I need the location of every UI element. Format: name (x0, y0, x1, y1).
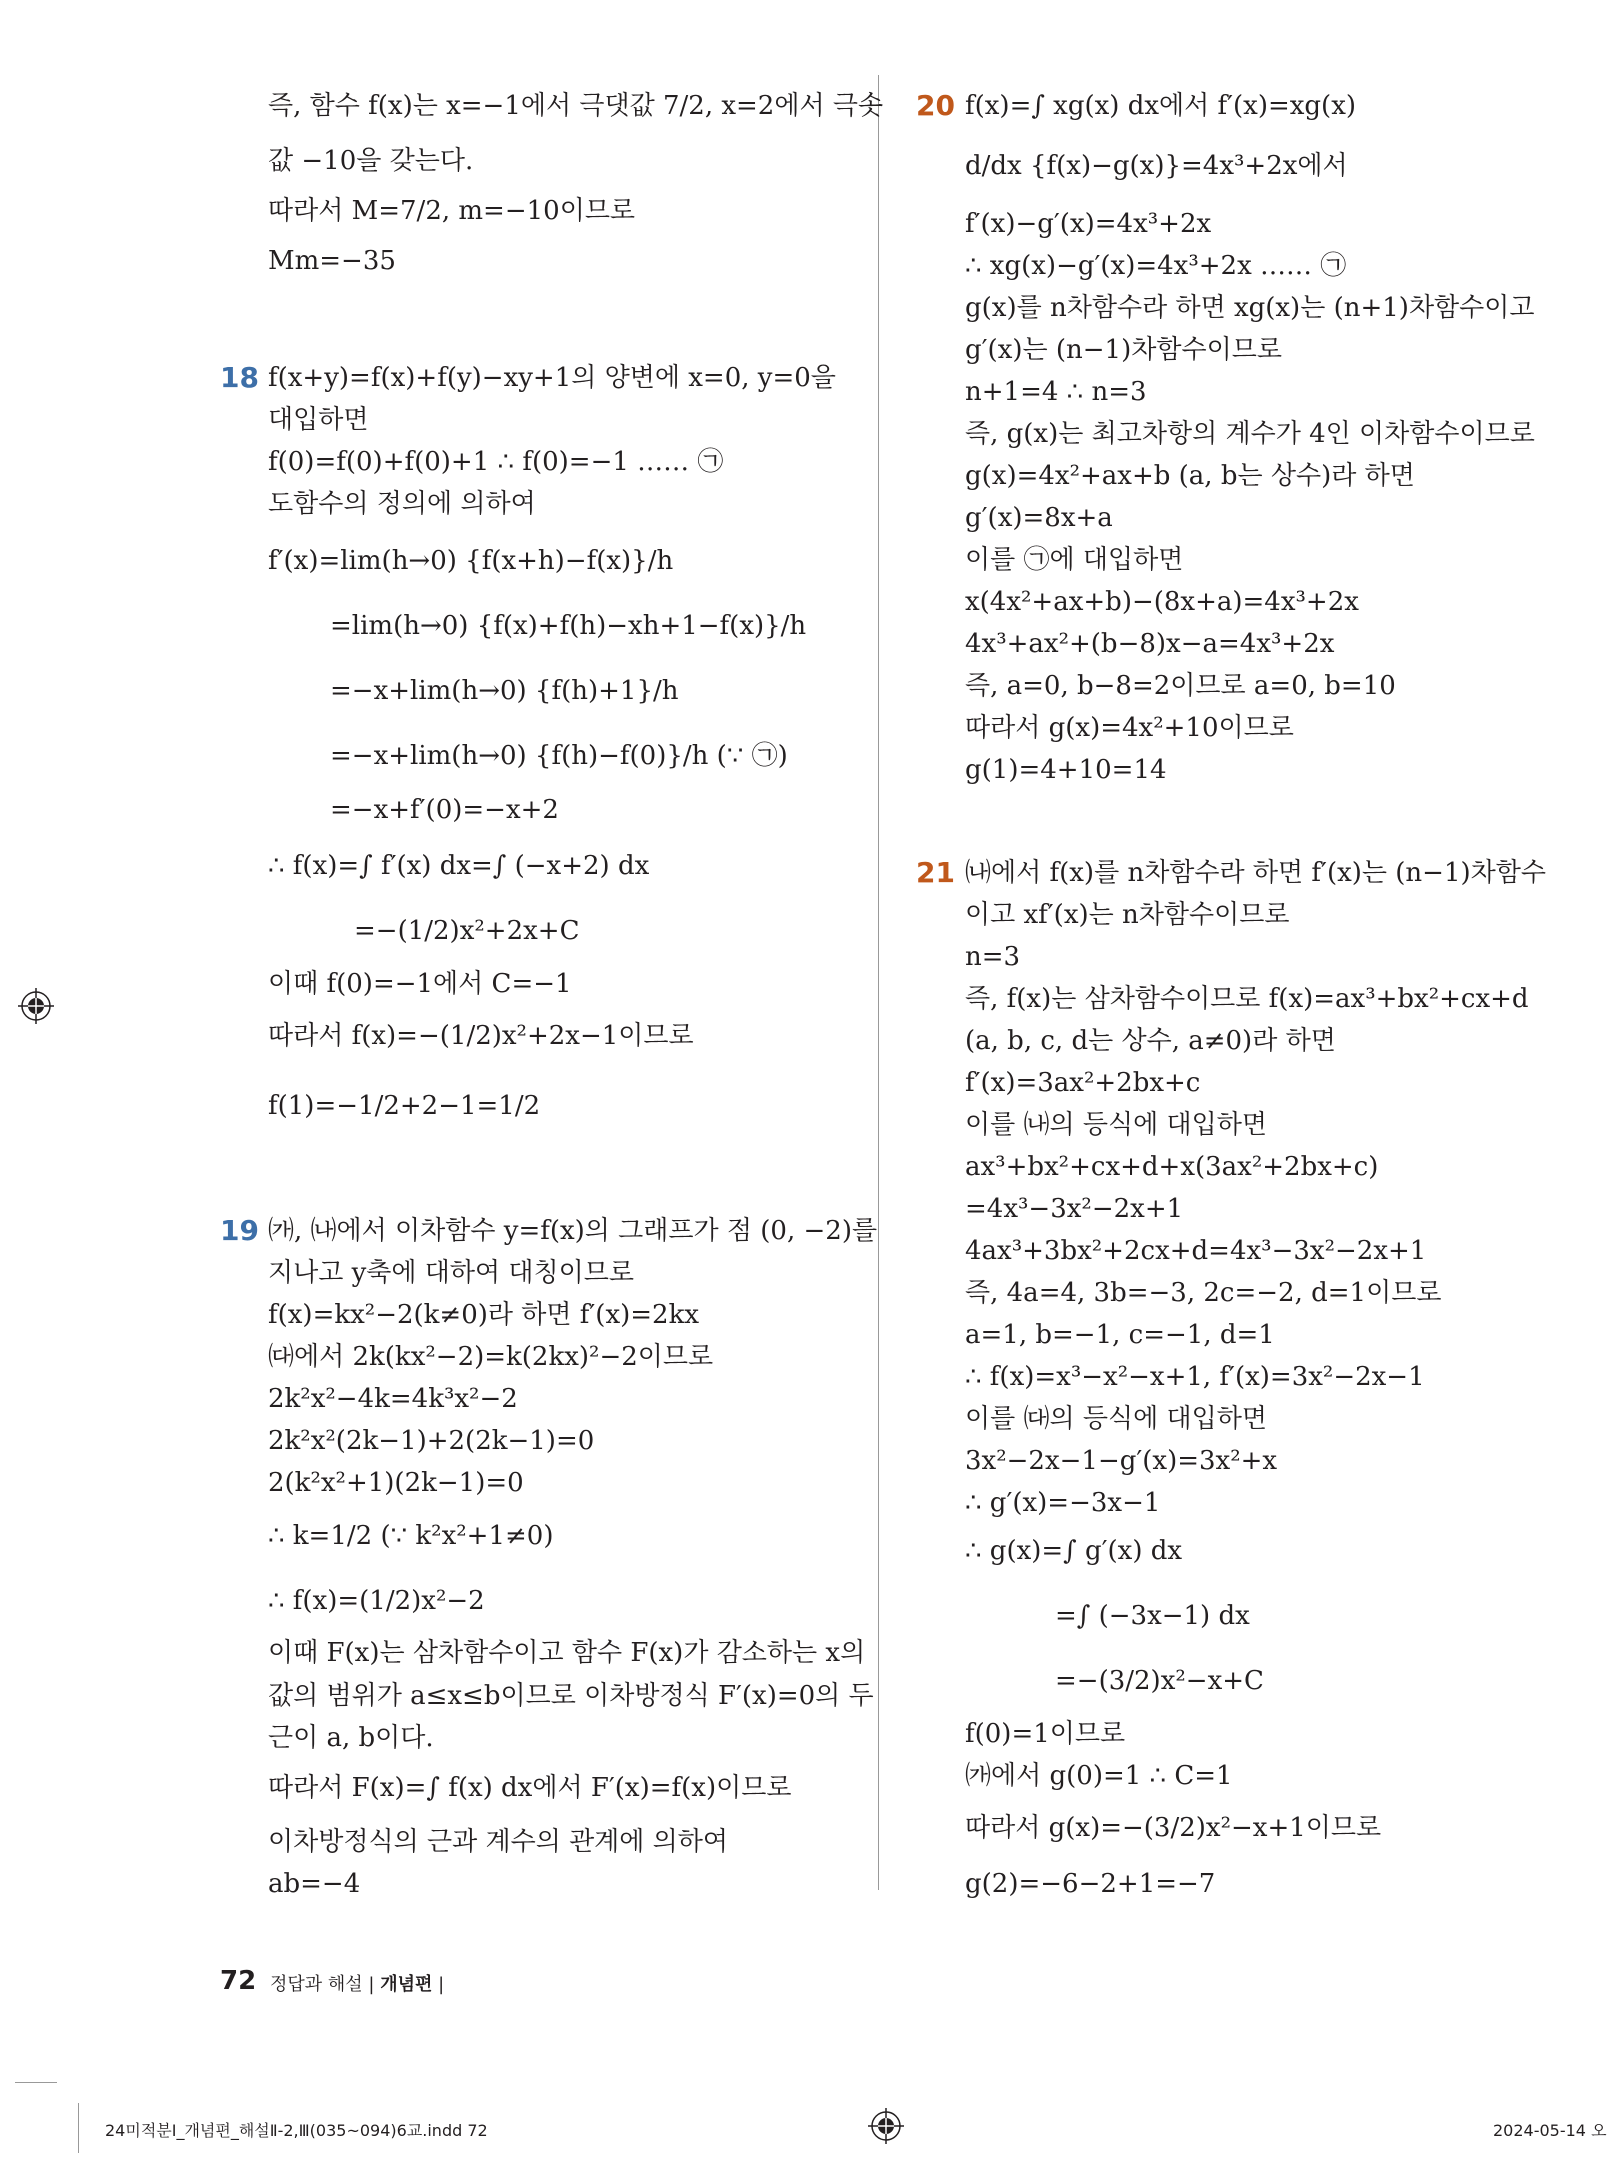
solution-line: 값 −10을 갖는다. (268, 146, 474, 176)
solution-line: f′(x)−g′(x)=4x³+2x (965, 209, 1212, 239)
solution-line: 3x²−2x−1−g′(x)=3x²+x (965, 1446, 1278, 1476)
section-label: 정답과 해설 (270, 1974, 363, 1995)
solution-line: n+1=4 ∴ n=3 (965, 377, 1147, 407)
registration-mark-icon (18, 988, 54, 1024)
solution-line: 즉, g(x)는 최고차항의 계수가 4인 이차함수이므로 (965, 419, 1535, 449)
solution-line: 지나고 y축에 대하여 대칭이므로 (268, 1258, 634, 1288)
solution-line: f(1)=−1/2+2−1=1/2 (268, 1091, 541, 1121)
crop-mark-vertical (78, 2103, 79, 2153)
footer-label (270, 1970, 444, 1996)
slug-filename: 24미적분Ⅰ_개념편_해설Ⅱ-2,Ⅲ(035~094)6교.indd 72 (105, 2121, 488, 2140)
solution-line: =−(3/2)x²−x+C (1055, 1666, 1264, 1696)
solution-line: 도함수의 정의에 의하여 (268, 489, 536, 519)
solution-line: d/dx {f(x)−g(x)}=4x³+2x에서 (965, 151, 1348, 181)
solution-line: ∴ g(x)=∫ g′(x) dx (965, 1536, 1183, 1566)
slug-date: 2024-05-14 오 (1493, 2121, 1607, 2140)
solution-line: 즉, f(x)는 삼차함수이므로 f(x)=ax³+bx²+cx+d (965, 984, 1529, 1014)
solution-line: ∴ f(x)=∫ f′(x) dx=∫ (−x+2) dx (268, 851, 650, 881)
solution-line: g(1)=4+10=14 (965, 755, 1167, 785)
solution-line: f(x)=∫ xg(x) dx에서 f′(x)=xg(x) (965, 91, 1357, 121)
solution-line: 이차방정식의 근과 계수의 관계에 의하여 (268, 1827, 729, 1857)
page-number: 72 (220, 1966, 257, 1996)
solution-line: ㈎, ㈏에서 이차함수 y=f(x)의 그래프가 점 (0, −2)를 (268, 1216, 878, 1246)
solution-line: g(x)를 n차함수라 하면 xg(x)는 (n+1)차함수이고 (965, 293, 1535, 323)
solution-line: f(x)=kx²−2(k≠0)라 하면 f′(x)=2kx (268, 1300, 699, 1330)
solution-line: 따라서 F(x)=∫ f(x) dx에서 F′(x)=f(x)이므로 (268, 1773, 792, 1803)
solution-line: 이때 F(x)는 삼차함수이고 함수 F(x)가 감소하는 x의 (268, 1638, 866, 1668)
solution-line: 4ax³+3bx²+2cx+d=4x³−3x²−2x+1 (965, 1236, 1427, 1266)
crop-mark (15, 2082, 57, 2083)
solution-line: Mm=−35 (268, 246, 396, 276)
solution-line: f(0)=f(0)+f(0)+1 ∴ f(0)=−1 …… ㉠ (268, 447, 724, 477)
solution-line: 즉, 함수 f(x)는 x=−1에서 극댓값 7/2, x=2에서 극솟 (268, 91, 884, 121)
solution-line: ∴ f(x)=(1/2)x²−2 (268, 1586, 485, 1616)
solution-line: 즉, 4a=4, 3b=−3, 2c=−2, d=1이므로 (965, 1278, 1442, 1308)
solution-line: ㈎에서 g(0)=1 ∴ C=1 (965, 1761, 1233, 1791)
solution-line: g(2)=−6−2+1=−7 (965, 1869, 1216, 1899)
solution-line: 2k²x²−4k=4k³x²−2 (268, 1384, 518, 1414)
solution-line: 2k²x²(2k−1)+2(2k−1)=0 (268, 1426, 595, 1456)
solution-line: g(x)=4x²+ax+b (a, b는 상수)라 하면 (965, 461, 1415, 491)
solution-line: 값의 범위가 a≤x≤b이므로 이차방정식 F′(x)=0의 두 (268, 1681, 874, 1711)
solution-line: f(x+y)=f(x)+f(y)−xy+1의 양변에 x=0, y=0을 (268, 363, 836, 393)
solution-line: n=3 (965, 942, 1021, 972)
solution-line: =∫ (−3x−1) dx (1055, 1601, 1250, 1631)
solution-line: 이때 f(0)=−1에서 C=−1 (268, 969, 572, 999)
solution-line: =−(1/2)x²+2x+C (354, 916, 580, 946)
solution-line: 따라서 f(x)=−(1/2)x²+2x−1이므로 (268, 1021, 694, 1051)
column-divider (878, 75, 879, 1890)
solution-line: f(0)=1이므로 (965, 1719, 1126, 1749)
solution-line: 따라서 M=7/2, m=−10이므로 (268, 196, 636, 226)
solution-line: a=1, b=−1, c=−1, d=1 (965, 1320, 1275, 1350)
solution-line: g′(x)=8x+a (965, 503, 1113, 533)
problem-number: 21 (916, 856, 955, 889)
solution-line: 4x³+ax²+(b−8)x−a=4x³+2x (965, 629, 1335, 659)
solution-line: 이를 ㈏의 등식에 대입하면 (965, 1110, 1267, 1140)
edition-label: 개념편 (380, 1974, 433, 1995)
solution-line: f′(x)=3ax²+2bx+c (965, 1068, 1201, 1098)
problem-number: 18 (220, 361, 259, 394)
solution-line: ∴ xg(x)−g′(x)=4x³+2x …… ㉠ (965, 251, 1347, 281)
solution-line: ∴ g′(x)=−3x−1 (965, 1488, 1161, 1518)
solution-line: (a, b, c, d는 상수, a≠0)라 하면 (965, 1026, 1336, 1056)
solution-line: ㈏에서 f(x)를 n차함수라 하면 f′(x)는 (n−1)차함수 (965, 858, 1546, 888)
solution-line: ax³+bx²+cx+d+x(3ax²+2bx+c) (965, 1152, 1379, 1182)
solution-line: ab=−4 (268, 1869, 361, 1899)
solution-line: =−x+lim(h→0) {f(h)−f(0)}/h (∵ ㉠) (330, 741, 788, 771)
solution-line: ∴ k=1/2 (∵ k²x²+1≠0) (268, 1521, 554, 1551)
solution-line: ∴ f(x)=x³−x²−x+1, f′(x)=3x²−2x−1 (965, 1362, 1425, 1392)
solution-line: 대입하면 (268, 405, 369, 435)
solution-line: 이를 ㈐의 등식에 대입하면 (965, 1404, 1267, 1434)
solution-line: 2(k²x²+1)(2k−1)=0 (268, 1468, 524, 1498)
solution-line: f′(x)=lim(h→0) {f(x+h)−f(x)}/h (268, 546, 674, 576)
solution-line: =−x+f′(0)=−x+2 (330, 795, 559, 825)
problem-number: 20 (916, 89, 955, 122)
solution-line: g′(x)는 (n−1)차함수이므로 (965, 335, 1282, 365)
solution-line: 근이 a, b이다. (268, 1723, 434, 1753)
footer-separator-2: | (438, 1974, 445, 1995)
solution-line: x(4x²+ax+b)−(8x+a)=4x³+2x (965, 587, 1359, 617)
solution-line: 이를 ㉠에 대입하면 (965, 545, 1184, 575)
footer-separator: | (368, 1974, 375, 1995)
solution-line: 따라서 g(x)=4x²+10이므로 (965, 713, 1294, 743)
solution-line: =−x+lim(h→0) {f(h)+1}/h (330, 676, 679, 706)
solution-line: =4x³−3x²−2x+1 (965, 1194, 1184, 1224)
solution-line: =lim(h→0) {f(x)+f(h)−xh+1−f(x)}/h (330, 611, 807, 641)
registration-mark-bottom-icon (868, 2108, 904, 2144)
solution-line: 이고 xf′(x)는 n차함수이므로 (965, 900, 1290, 930)
solution-line: ㈐에서 2k(kx²−2)=k(2kx)²−2이므로 (268, 1342, 714, 1372)
solution-line: 즉, a=0, b−8=2이므로 a=0, b=10 (965, 671, 1396, 701)
problem-number: 19 (220, 1214, 259, 1247)
solution-line: 따라서 g(x)=−(3/2)x²−x+1이므로 (965, 1813, 1382, 1843)
